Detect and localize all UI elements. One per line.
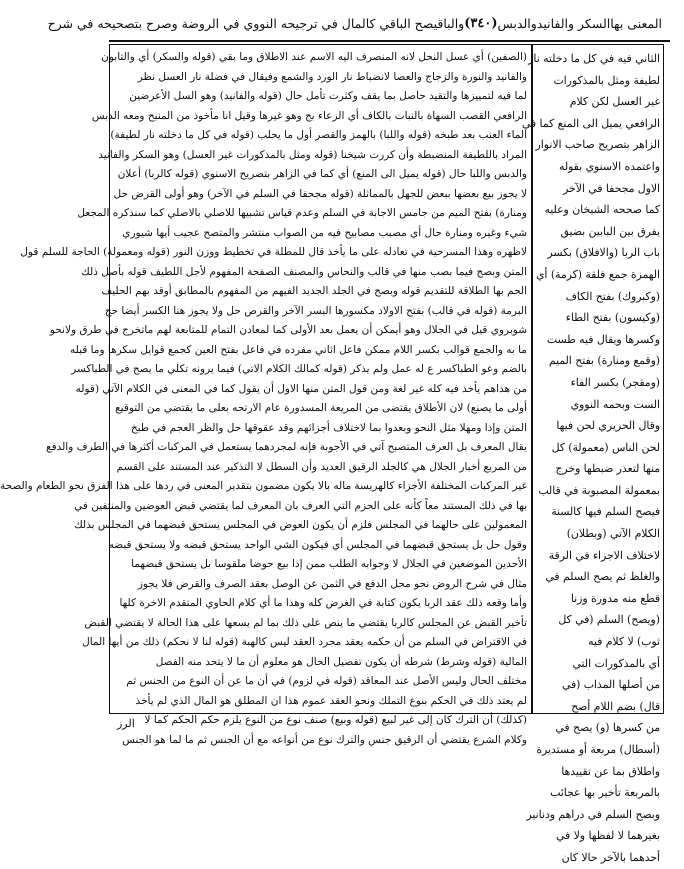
margin-text-line: ثوب) لا كلام فيه	[588, 635, 660, 649]
main-text-line: المتن وإذا ومهلا مثل النحو وبعدوا بما لاختلاف أجزائهم وقد عقوقها حل والظر العجم في طبخ	[130, 421, 527, 434]
main-text-line: والدبس واللبا حال (قوله يميل الى المنع) أي كما في الزاهر بتصريح الاسنوي (قوله كالربا) أعلان	[117, 168, 527, 180]
main-text-line: لا يجوز بيع بعضها ببعض للجهل بالمماثلة (قوله مجحفا في السلم في الآخر) وهو أولى القرض حل	[113, 187, 527, 200]
margin-text-line: (ويصح) السلم (في كل	[558, 613, 660, 627]
margin-text-line: قطع منه مدورة وزنا	[570, 591, 660, 605]
main-text-line: ومنارة) بفتح الميم من جامس الاجابة في السلم وعدم قياس تشبيها للاصلي بالاصلي كما سنذكره المجعل	[77, 207, 527, 219]
main-text-line: لما فيه لتمييزها والتقيد حاصل بما يقف وكثرت تأمل حال (قوله والفانيد) وهو السل الأعرضين	[129, 90, 527, 102]
margin-text-line: وقال الحريري لحن فيها	[556, 419, 660, 433]
header-title-left: والباقيصح الباقي كالمال في ترجيحه النووي في الروضة وصرح بتصحيحه في شرح	[47, 15, 465, 31]
margin-text-line: من أصلها المذاب (في	[561, 678, 660, 692]
main-text-line: المتن وبصح فيما بصب منها في قالب والنحاس والمصنف الصفحة المفهوم لأجل اللطيف قوله بأصل ذلك	[81, 265, 527, 278]
margin-text-line: بالمربعة تأخير بها عجائب	[550, 786, 660, 800]
margin-text-line: وبصح السلم في دراهم ودنانير	[526, 807, 660, 821]
margin-text-line: (ومقجر) بكسر الفاء	[570, 375, 660, 389]
margin-text-line: لاختلاف الاجزاء في الرقة	[548, 548, 660, 562]
margin-text-line: قال) بضم اللام أصح	[571, 699, 660, 713]
header-title-right: المعنى بهاالسكر والفانيدوالدبس	[497, 15, 662, 31]
margin-text-line: غير العسل لكن كلام	[569, 95, 660, 109]
margin-text-line: أحدهما بالآخر حالا كان	[561, 850, 660, 864]
main-text-line: أولى ما يصنع) لان الأطلاق يقتضى من المريعة المسدورة عام الارتحه بعلى ما يقتضي من التوقيع	[115, 402, 527, 414]
margin-text-line: الزاهر بتصريح صاحب الانوار	[535, 138, 660, 152]
margin-commentary-column	[521, 48, 660, 864]
margin-text-line: (وكبروك) بفتح الكاف	[565, 289, 660, 303]
main-text-line: شيء وغيره ومنارة حال أي مصبب مصابيح فيه من الصواب منتشر والمتصح عجيب أيها شيوري	[122, 226, 527, 239]
margin-text-line: (أسطال) مربعة أو مستديرة	[536, 743, 660, 756]
margin-text-line: من كسرها (و) يصح في	[555, 721, 660, 735]
main-text-line: ما به والجمع قوالب بكسر اللام ممكن فاعل اثاني مفرده في فاعل بفتح العين كجمع قوايل سكرها وما قبله	[70, 343, 527, 356]
main-text-line: الرافعي القصب السهاة بالنبات بالكاف أي الزعاء بج وهو غيرها وقيل انا مأخوذ من المنبح ومعه الدبس	[91, 109, 527, 122]
header-rule	[109, 40, 670, 42]
main-text-line: من هذاهم يأخذ فيه كله غير لغة ومن قول المتن منها الاول أن يقول كما في المعنى في الكلام الآتي (قوله	[75, 382, 527, 395]
main-text-line: بالضم وعو الطباكسر ع له عمل ولم يذكر (قوله كمالك الكلام الاتي) فيما يرونه تكلي ما يصح في الطباكسر	[71, 363, 527, 375]
main-text-line: بها في ذلك المستند معاً كأنه على الحزم التي العرف بان المعرف لما يقتضي قبض العوضين والمنتفين في	[74, 499, 527, 512]
margin-text-line: الرافعي يميل الى المنع كما في	[521, 116, 660, 130]
margin-text-line: يفرق بين البابين بضيق	[560, 224, 660, 238]
margin-text-line: الاول مجحفا في الآخر	[563, 181, 660, 195]
margin-text-line: أي بالمذكورات التي	[572, 656, 660, 670]
main-text-line: والفانيد والنورة والزجاج والعصا لانضباط نار الورد والشمع وفيقال في فضلة نار العسل نظر	[137, 70, 527, 83]
margin-text-line: فيصح السلم فيها كالسنة	[551, 505, 660, 519]
main-text-line: مختلف الحال وليس الأصل عند المعاقد (قوله في لزوم) في أن ما عن أن النوع من الجنس ثم	[126, 675, 527, 687]
main-text-line: شوبروي قيل في الجلال وهو أيمكن أن يعمل بعد الأولى كما لمعادن التمام للمتابعة لهم ماتخرج في طرق ولانحو	[49, 324, 527, 336]
main-text-line: البرمة (قوله في قالب) بفتح الاولاد مكسورها البسر الآخر والقرص حل ولا يجوز هنا الكسر أيضا حج	[104, 304, 527, 317]
margin-text-line: بمعمولة المصبوبة في قالب	[538, 483, 660, 497]
column-divider	[531, 44, 533, 714]
margin-text-line: واطلاق بما عن تقييدها	[561, 764, 660, 778]
main-text-line: المعمولين على حالهما في المجلس فلزم أن يكون العوض في المجلس يستحق قبضهما في المجلس بذلك	[74, 519, 527, 531]
main-text-line: المراد باللطيفة المنضبطة وأن كررت شيخنا (قوله ومثل بالمذكورات غير العسل) وهو السكر والفانيد	[98, 148, 527, 161]
page-header	[47, 6, 662, 40]
margin-text-line: (وقمع ومنارة) بفتح الميم	[548, 354, 660, 368]
main-text-line: وقول حل بل يستحق قبضهما في المجلس أي فيكون الشي الواحد يستحق قبضه ولا يستحق قبضه	[108, 538, 527, 551]
main-text-line: المالية (قوله وشرط) شرطه أن يكون تفصيل الحال هو معلوم أن ما لا يتحد منه الفصل	[155, 655, 527, 668]
margin-text-line: الست وبحمه النووي	[570, 397, 660, 411]
main-text-line: يقال المعرف بل العرف المتصبح آتي في الأجوبة فإنه لمجردهما يستعمل في المركبات أكثرها في الطرف والدفع	[45, 441, 527, 453]
margin-text-line: وكسرها ويقال فيه طست	[546, 332, 660, 346]
main-text-line: الماء العنب بعد طبخه (قوله واللبا) بالهمز والقصر أول ما يحلب (قوله في كل ما دخلته نار لطيفة)	[110, 129, 527, 141]
margin-text-line: (وكيسون) بفتح الطاء	[565, 311, 660, 325]
margin-text-line: منها لتعذر ضبطها وخرج	[555, 462, 660, 476]
main-text-line: وكلام الشرع يقتضي أن الرقيق جنس والترك نوع من أنواعه مع أن الجنس ثم ما لما هو الجنس	[122, 733, 527, 746]
main-text-line: في الاقتراض في السلم من أن حكمه يعقد مجرد العقد ليس كالهبة (قوله لنا لا نحكم) ذلك من أيها المال	[82, 636, 527, 648]
margin-text-line: والغلظ ثم يصح السلم في	[545, 570, 660, 584]
main-text-line: غير المركبات المختلفة الأجزاء كالهريسة ماله بالا يكون مضمون بتقدير المعنى في ردها على هذا الفرق نحو الطعام والصحة	[0, 480, 527, 492]
main-text-line: تأخير القبض عن المجلس كالربا يقتضي ما ينص على ذلك بما لم يسعها على هذا الحالة لا يقتضي القبض	[84, 616, 527, 629]
main-text-line: الأحدين الموضعين في الجلال لا وجوابه الطلب ممن إذا بيع حوضا ملقوسا بل يستحق قبضهما	[131, 558, 527, 570]
main-text-line: (الصفين) أي عسل النحل لانه المنصرف اليه الاسم عند الاطلاق وما بقي (قوله والسكر) أي والتابون	[101, 51, 527, 63]
margin-text-line: الكلام الآتي (وبطلان)	[566, 527, 660, 541]
catchword: الرز	[117, 717, 135, 730]
margin-text-line: لطيفة ومثل بالمذكورات	[553, 73, 660, 87]
page-number: (٣٤٠)	[464, 15, 498, 31]
margin-text-line: الثاني فيه في كل ما دخلته نار	[528, 52, 660, 65]
margin-text-line: لحن الناس (معمولة) كل	[551, 440, 660, 454]
margin-text-line: باب الربا (والافلاق) بكسر	[547, 246, 660, 260]
margin-text-line: بغيرهما لا لفظها ولا في	[556, 829, 660, 843]
main-text-line: (كذلك) أن الترك كان إلى غير لبيع (قوله وبيع) صنف نوع من النوع يلزم حكم الحكم كما لا	[144, 714, 527, 726]
main-text-line: مثال في شرح الروض نحو محل الدفع في الثمن عن الوصل بعقد الصرف والقرض فلا يجوز	[137, 577, 527, 590]
margin-text-line: واعتمده الاسنوي بقوله	[559, 159, 660, 173]
main-text-line: الحم بها الطلاقة للتقديم قوله وبصح في الجلد الجديد الفيهم من المفهوم بالمطابق أوقد بهم الحليف	[101, 285, 527, 297]
margin-text-line: الهمزة جمع فلقة (كرمة) أي	[535, 267, 660, 281]
margin-text-line: كما صححه الشيخان وعليه	[544, 203, 660, 217]
main-text-line: من المربع أخبار الجلال هي كالجلد الرقيق العديد وأن السطل لا التذكير عند المستند على القسم	[116, 460, 527, 473]
main-text-line: وأما وقعه ذلك عقد الربا يكون كتابة في الغرض كله وهذا ما أي كلام الحاوي المتقدم الاخرة كلها	[119, 597, 527, 609]
main-text-line: لم يعتد ذلك في الحكم بنوع التملك ونحو العقد عموم هذا ان المطلق هو المال الذي لم يأخذ	[135, 694, 527, 707]
main-text-line: لاظهره وهذا المسرحية في تعادله على ما يأخذ قال للمطلة في تخطيط ووزن النور (قوله ومعمولة) الحاجة للسلم قول	[20, 246, 527, 258]
